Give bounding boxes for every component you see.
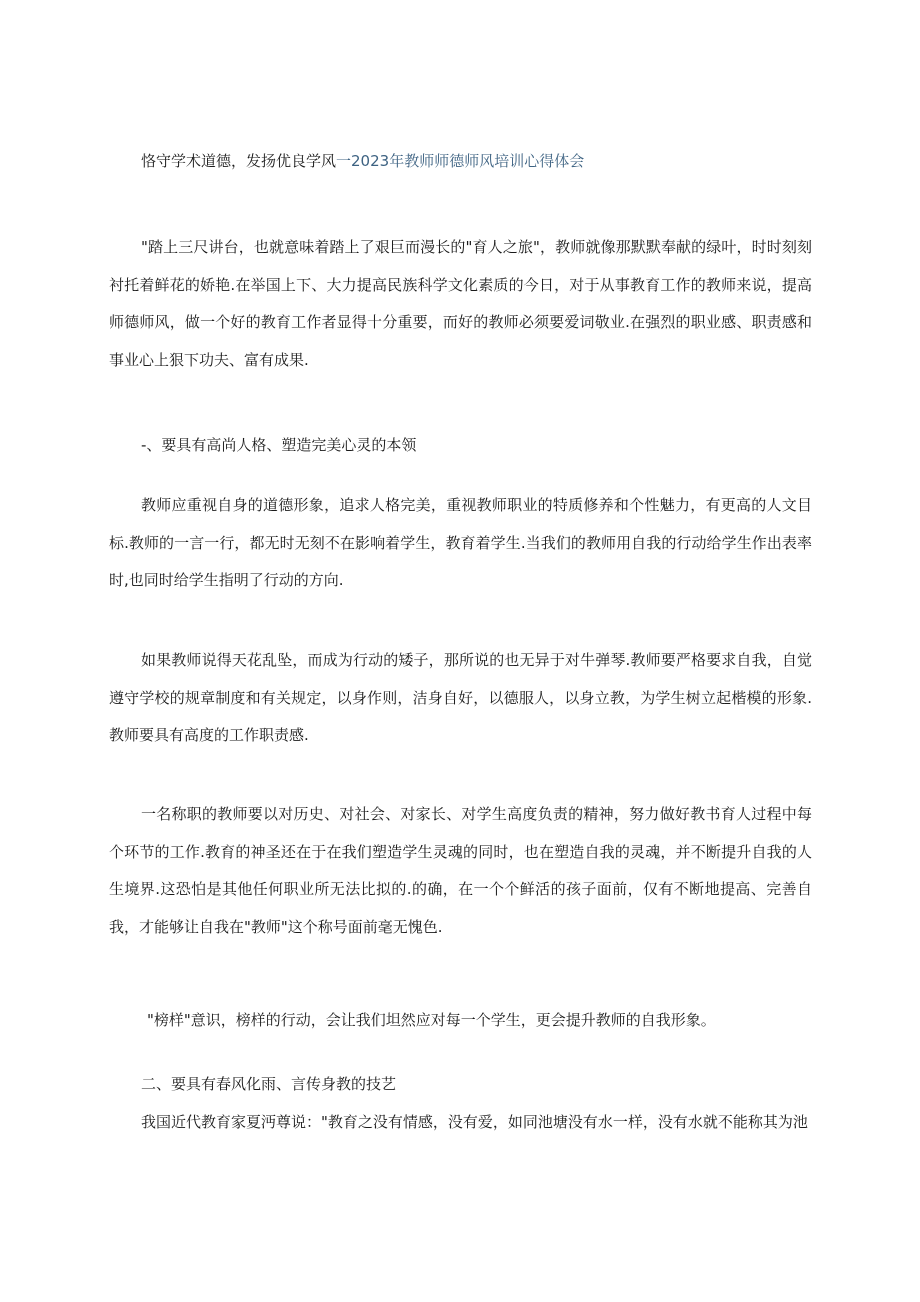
paragraph-moral-image: 教师应重视自身的道德形象，追求人格完美，重视教师职业的特质修养和个性魅力，有更高的人文目标.教师的一言一行，都无时无刻不在影响着学生，教育着学生.当我们的教师用自我的行动给学生作出表率时,也同时给学生指明了行动的方向. bbox=[109, 496, 812, 589]
paragraph-role-model: "榜样"意识，榜样的行动，会让我们坦然应对每一个学生，更会提升教师的自我形象。 bbox=[147, 1011, 716, 1029]
document-title bbox=[141, 150, 584, 172]
title-main: 恪守学术道德，发扬优良学风 bbox=[141, 152, 337, 170]
section-heading-2: 二、要具有春风化雨、言传身教的技艺 bbox=[141, 1075, 397, 1093]
title-accent: 一2023年教师师德师风培训心得体会 bbox=[336, 152, 585, 170]
paragraph-responsibility: 一名称职的教师要以对历史、对社会、对家长、对学生高度负责的精神，努力做好教书育人过程中每个环节的工作.教育的神圣还在于在我们塑造学生灵魂的同时，也在塑造自我的灵魂，并不断提升自我的人生境界.这恐怕是其他任何职业所无法比拟的.的确，在一个个鲜活的孩子面前，仅有不断地提高、完善自我，才能够让自我在"教师"这个称号面前毫无愧色. bbox=[109, 805, 812, 936]
section-heading-1: -、要具有高尚人格、塑造完美心灵的本领 bbox=[141, 436, 417, 454]
paragraph-intro: "踏上三尺讲台，也就意味着踏上了艰巨而漫长的"育人之旅"，教师就像那默默奉献的绿叶，时时刻刻衬托着鲜花的娇艳.在举国上下、大力提高民族科学文化素质的今日，对于从事教育工作的教师来说，提高师德师风，做一个好的教育工作者显得十分重要，而好的教师必须要爱词敬业.在强烈的职业感、职责感和事业心上狠下功夫、富有成果. bbox=[109, 238, 812, 369]
paragraph-quote: 我国近代教育家夏沔尊说："教育之没有情感，没有爱，如同池塘没有水一样，没有水就不能称其为池 bbox=[141, 1113, 808, 1131]
paragraph-self-discipline: 如果教师说得天花乱坠，而成为行动的矮子，那所说的也无异于对牛弹琴.教师要严格要求自我，自觉遵守学校的规章制度和有关规定，以身作则，洁身自好，以德服人，以身立教，为学生树立起楷模的形象.教师要具有高度的工作职责感. bbox=[109, 651, 812, 744]
